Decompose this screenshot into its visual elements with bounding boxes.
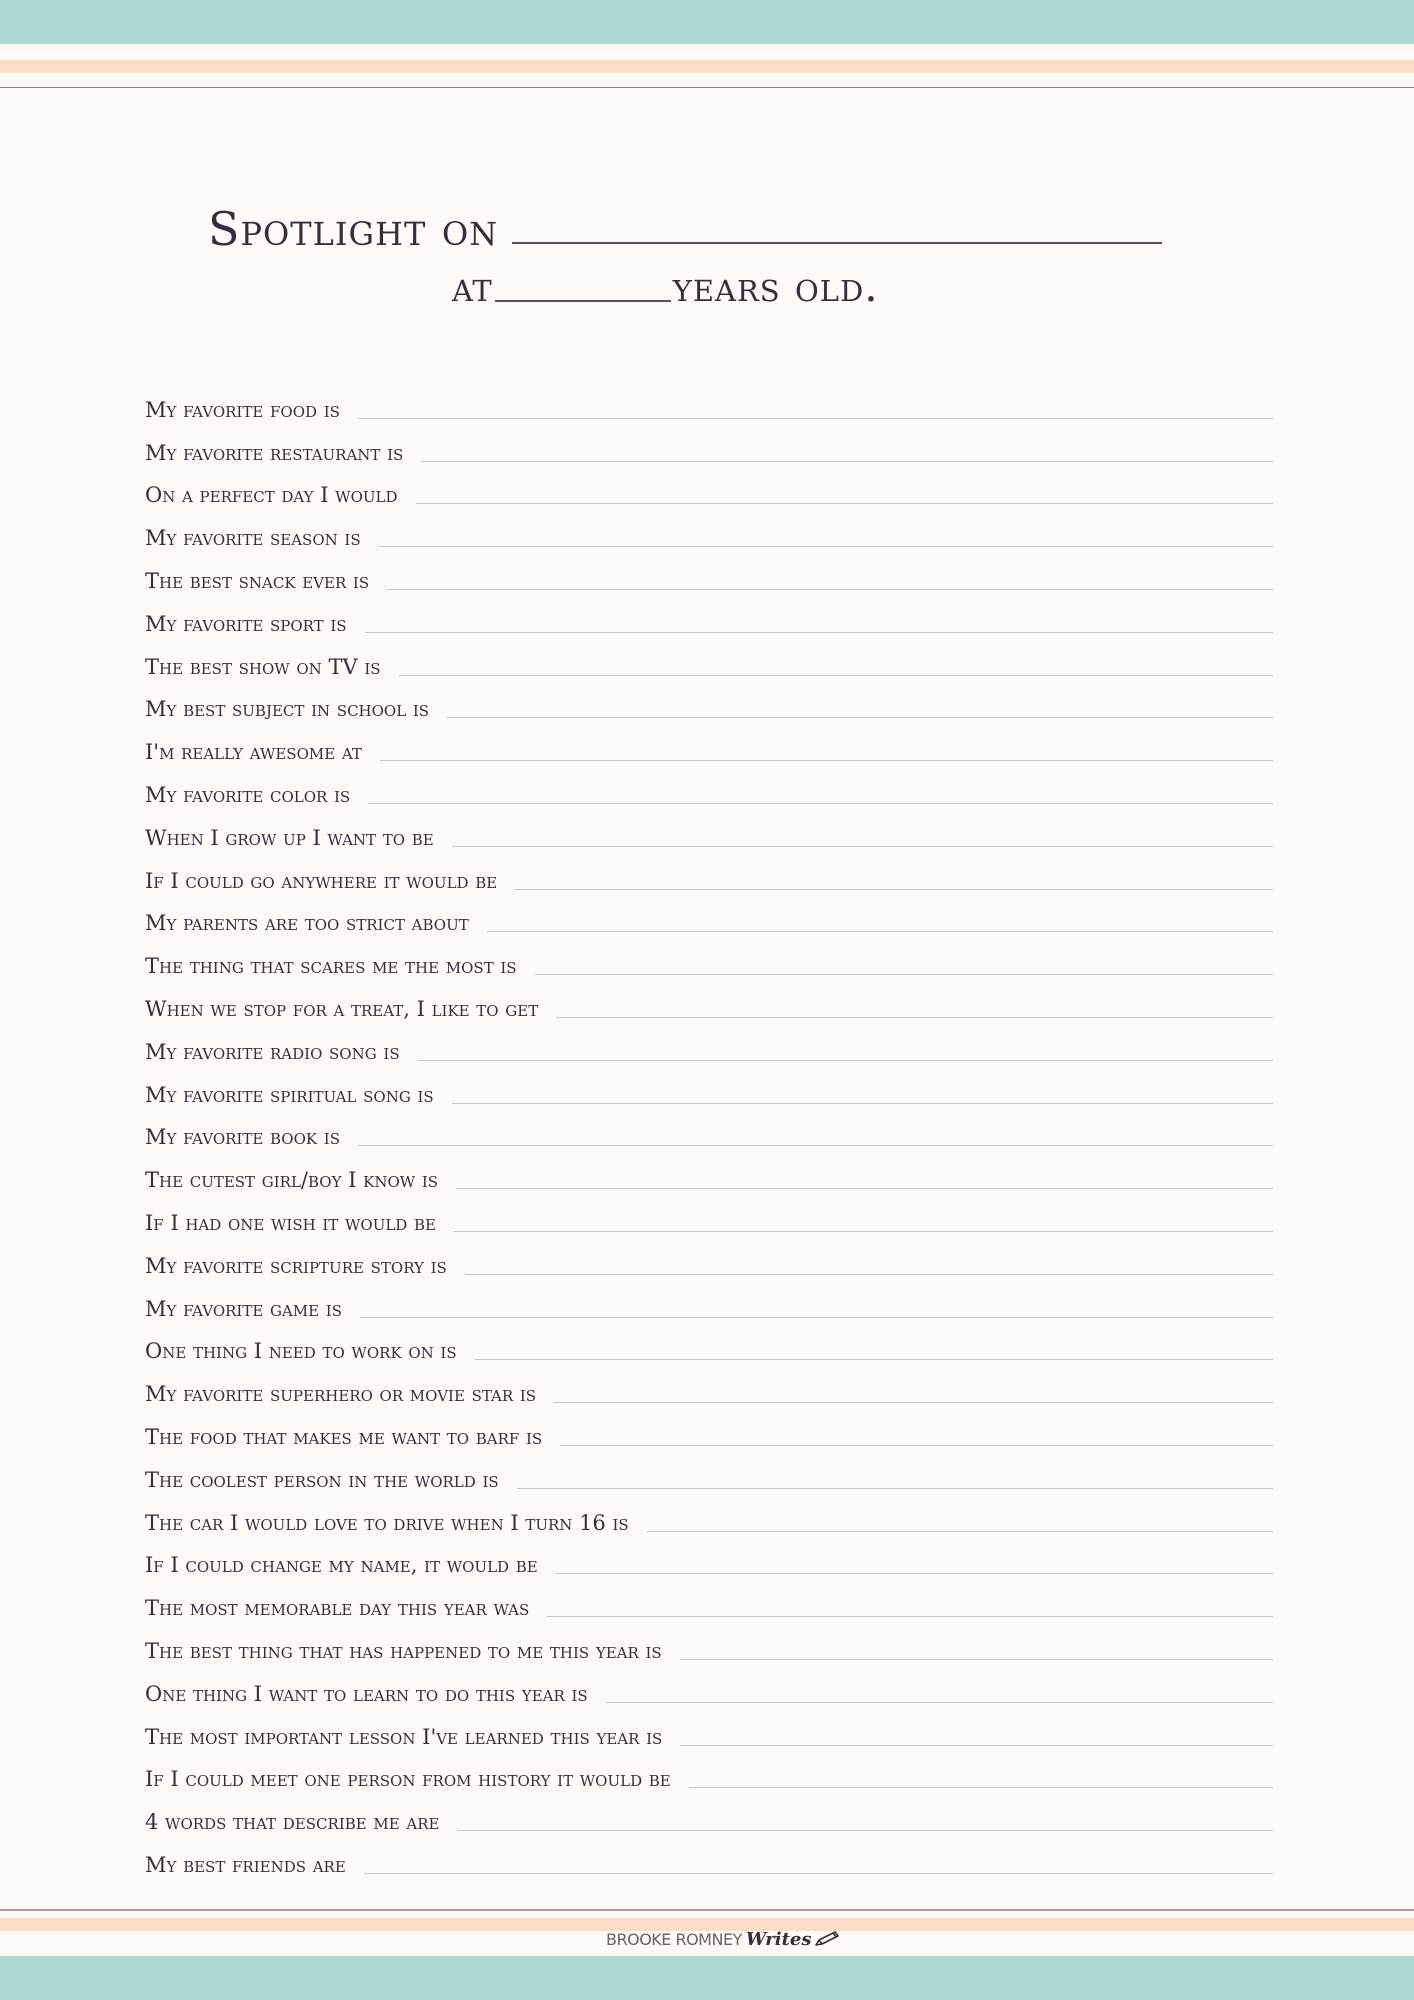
prompt-row [145,1074,1273,1117]
prompt-row [145,517,1273,560]
answer-line[interactable] [689,1787,1273,1788]
prompt-label: My favorite season is [145,526,361,551]
prompt-label: If I could change my name, it would be [145,1553,538,1578]
answer-line[interactable] [554,1402,1273,1403]
prompt-label: The car I would love to drive when I turn 16 is [145,1510,629,1535]
answer-line[interactable] [560,1445,1273,1446]
title-line-1 [208,182,1162,256]
prompt-row [145,860,1273,903]
prompt-row [145,1373,1273,1416]
prompt-label: My favorite food is [145,397,340,422]
prompt-label: On a perfect day I would [145,483,398,508]
bottom-teal-band [0,1956,1414,2000]
prompt-row [145,1288,1273,1331]
prompt-label: My favorite color is [145,783,351,808]
prompt-row [145,1716,1273,1759]
title-years-old: years old. [672,262,879,311]
prompt-row [145,1159,1273,1202]
logo-brand-script: Writes [745,1928,812,1950]
prompt-label: My best friends are [145,1852,346,1877]
age-blank[interactable] [495,299,671,302]
prompt-row [145,389,1273,432]
answer-line[interactable] [456,1188,1273,1189]
prompt-label: The food that makes me want to barf is [145,1425,543,1450]
prompt-label: One thing I need to work on is [145,1339,457,1364]
prompt-label: If I could meet one person from history it would be [145,1767,671,1792]
prompt-label: My favorite restaurant is [145,440,404,465]
answer-line[interactable] [556,1573,1273,1574]
answer-line[interactable] [680,1659,1273,1660]
answer-line[interactable] [387,589,1273,590]
prompt-row [145,689,1273,732]
prompt-row [145,1844,1273,1887]
answer-line[interactable] [364,1873,1273,1874]
answer-line[interactable] [487,931,1273,932]
prompt-label: When we stop for a treat, I like to get [145,997,539,1022]
answer-line[interactable] [517,1488,1273,1489]
prompt-label: My best subject in school is [145,697,430,722]
answer-line[interactable] [647,1531,1273,1532]
prompt-label: The coolest person in the world is [145,1467,499,1492]
answer-line[interactable] [360,1317,1273,1318]
prompt-label: My favorite superhero or movie star is [145,1382,537,1407]
prompt-label: When I grow up I want to be [145,825,434,850]
name-blank[interactable] [512,241,1162,244]
prompt-label: My parents are too strict about [145,911,469,936]
answer-line[interactable] [680,1745,1273,1746]
answer-line[interactable] [358,1145,1273,1146]
answer-line[interactable] [418,1060,1273,1061]
prompt-row [145,475,1273,518]
prompt-row [145,988,1273,1031]
prompt-row [145,1759,1273,1802]
prompt-label: I'm really awesome at [145,740,362,765]
prompt-label: The best snack ever is [145,569,370,594]
answer-line[interactable] [515,889,1273,890]
footer-logo [606,1924,843,1954]
prompt-row [145,1202,1273,1245]
prompt-row [145,1117,1273,1160]
answer-line[interactable] [416,503,1273,504]
prompt-row [145,646,1273,689]
prompt-row [145,1545,1273,1588]
prompt-label: My favorite spiritual song is [145,1082,434,1107]
top-teal-band [0,0,1414,44]
prompt-list [145,389,1273,1887]
answer-line[interactable] [454,1231,1273,1232]
prompt-label: My favorite game is [145,1296,342,1321]
top-peach-band [0,60,1414,73]
title-at: at [452,262,493,311]
prompt-row [145,603,1273,646]
prompt-row [145,774,1273,817]
prompt-label: The cutest girl/boy I know is [145,1168,439,1193]
answer-line[interactable] [368,803,1273,804]
answer-line[interactable] [380,760,1273,761]
prompt-row [145,903,1273,946]
prompt-label: My favorite sport is [145,611,347,636]
prompt-row [145,1331,1273,1374]
answer-line[interactable] [421,461,1273,462]
prompt-label: One thing I want to learn to do this year is [145,1681,588,1706]
answer-line[interactable] [547,1616,1273,1617]
prompt-label: My favorite scripture story is [145,1253,447,1278]
answer-line[interactable] [399,675,1273,676]
prompt-row [145,560,1273,603]
prompt-label: The best thing that has happened to me this year is [145,1639,662,1663]
prompt-label: If I had one wish it would be [145,1211,436,1236]
answer-line[interactable] [457,1830,1273,1831]
prompt-row [145,1245,1273,1288]
logo-brand-name: BROOKE ROMNEY [606,1929,742,1949]
prompt-label: The most important lesson I've learned this year is [145,1724,663,1749]
answer-line[interactable] [465,1274,1273,1275]
answer-line[interactable] [556,1017,1273,1018]
prompt-row [145,1673,1273,1716]
bottom-divider [0,1909,1414,1911]
answer-line[interactable] [475,1359,1273,1360]
answer-line[interactable] [447,717,1273,718]
prompt-label: The best show on TV is [145,654,381,679]
answer-line[interactable] [452,1103,1273,1104]
prompt-row [145,1459,1273,1502]
title-line-2 [452,252,879,311]
prompt-label: The thing that scares me the most is [145,954,517,979]
prompt-row [145,1502,1273,1545]
prompt-row [145,731,1273,774]
prompt-row [145,1630,1273,1673]
answer-line[interactable] [365,632,1273,633]
prompt-row [145,945,1273,988]
prompt-row [145,1587,1273,1630]
pencil-icon [813,1929,843,1949]
answer-line[interactable] [358,418,1273,419]
prompt-row [145,1416,1273,1459]
prompt-label: The most memorable day this year was [145,1596,530,1621]
answer-line[interactable] [379,546,1273,547]
prompt-row [145,817,1273,860]
top-divider [0,87,1414,88]
prompt-label: My favorite radio song is [145,1039,400,1064]
title-spotlight: Spotlight on [208,202,499,256]
prompt-row [145,1801,1273,1844]
prompt-row [145,1031,1273,1074]
answer-line[interactable] [535,974,1273,975]
prompt-label: If I could go anywhere it would be [145,868,498,893]
prompt-label: 4 words that describe me are [145,1810,440,1835]
prompt-label: My favorite book is [145,1125,340,1150]
prompt-row [145,432,1273,475]
answer-line[interactable] [452,846,1273,847]
answer-line[interactable] [606,1702,1273,1703]
